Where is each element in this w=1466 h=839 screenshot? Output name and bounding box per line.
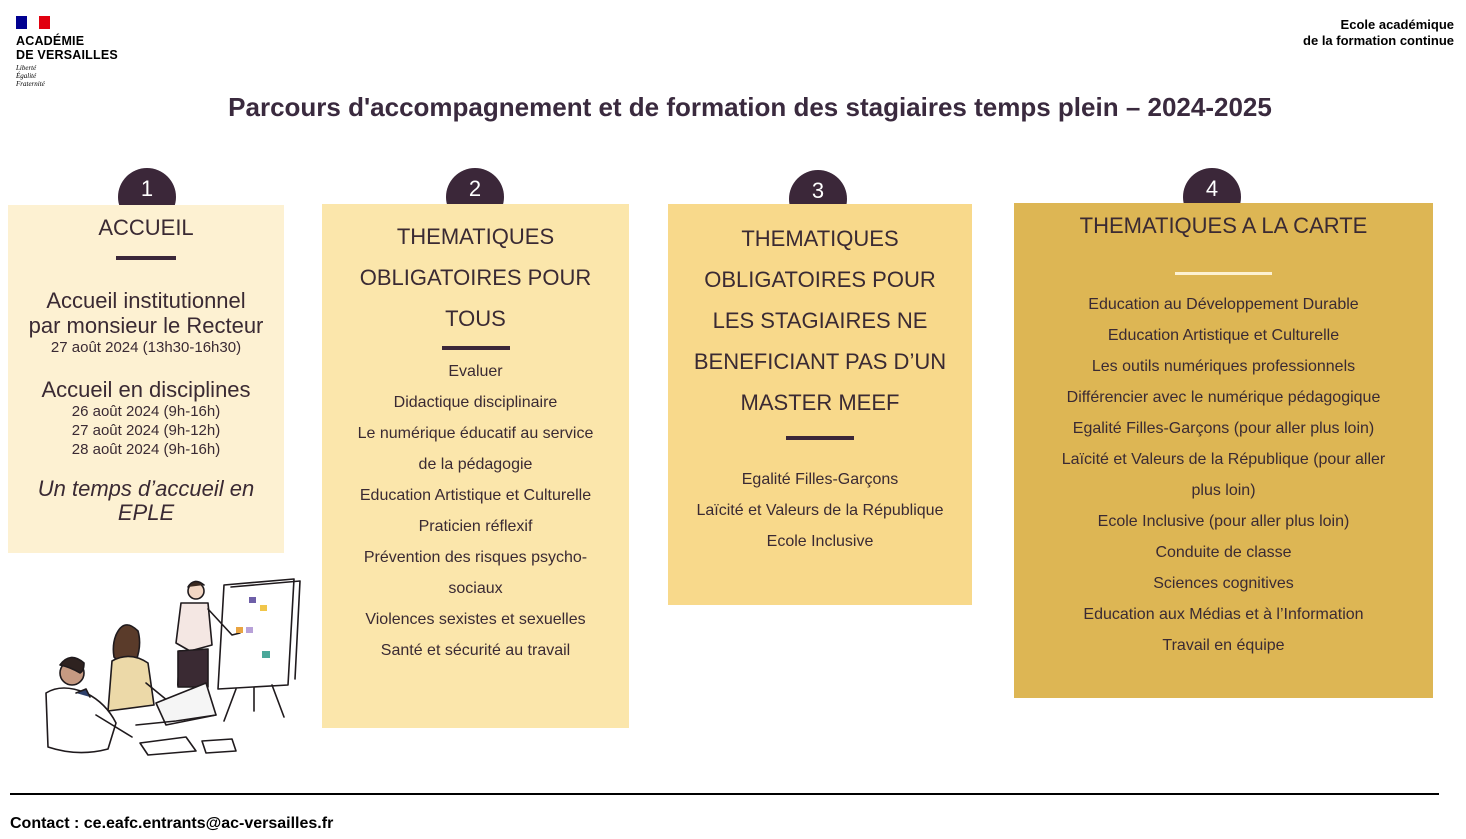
step-3-badge: 3 [789,170,847,228]
card-accueil [8,205,284,553]
contact-line: Contact : ce.eafc.entrants@ac-versailles.fr [10,815,334,832]
motto-3: Fraternité [16,80,45,88]
card-1-section2-dates [8,402,284,459]
list-item: Différencier avec le numérique pédagogique [1066,389,1381,406]
list-item: Violences sexistes et sexuelles [365,611,586,628]
card-3-heading-line4: BENEFICIANT PAS D’UN [693,349,947,374]
card-1-section1-title [8,288,284,338]
french-flag-icon [16,16,50,29]
logo-line-2: DE VERSAILLES [16,48,118,62]
list-item: Education aux Médias et à l’Information [1083,606,1364,623]
card-1-date-2: 27 août 2024 (9h-12h) [71,422,221,439]
footer-divider [10,793,1439,795]
list-item: Egalité Filles-Garçons (pour aller plus loin) [1072,420,1375,437]
page-title: Parcours d'accompagnement et de formation des stagiaires temps plein – 2024-2025 [228,92,1272,122]
sticky-note [236,627,243,633]
list-item: Ecole Inclusive (pour aller plus loin) [1097,513,1350,530]
list-item: Le numérique éducatif au service [357,425,594,442]
organization-name [1303,17,1454,49]
list-item: Education au Développement Durable [1088,296,1359,313]
list-item: Laïcité et Valeurs de la République (pour aller [1061,451,1386,468]
card-1-heading: ACCUEIL [98,215,194,240]
card-4-heading: THEMATIQUES A LA CARTE [1079,213,1368,238]
list-item: Laïcité et Valeurs de la République [696,502,944,519]
logo-motto [16,64,118,88]
card-1-section1-line2: par monsieur le Recteur [28,313,264,338]
logo-name [16,34,118,62]
motto-2: Égalité [16,72,37,80]
logo-line-1: ACADÉMIE [16,34,85,48]
list-item: Santé et sécurité au travail [380,642,571,659]
card-4-divider [1175,272,1272,275]
list-item: sociaux [448,580,503,597]
card-3-heading-line3: LES STAGIAIRES NE [712,308,928,333]
card-1-section2-title: Accueil en disciplines [41,377,251,402]
card-3-heading-line1: THEMATIQUES [741,226,899,251]
card-1-date-3: 28 août 2024 (9h-16h) [71,441,221,458]
card-2-items [322,356,629,666]
card-4-items [1014,289,1433,661]
sticky-note [246,627,253,633]
academy-logo [16,16,118,88]
card-1-date-1: 26 août 2024 (9h-16h) [71,403,221,420]
list-item: Les outils numériques professionnels [1091,358,1356,375]
card-2-heading-line1: THEMATIQUES [396,224,555,249]
list-item: Conduite de classe [1155,544,1292,561]
card-2-heading [322,216,629,339]
org-line-2: de la formation continue [1303,33,1454,48]
list-item: Ecole Inclusive [766,533,874,550]
motto-1: Liberté [16,64,37,72]
list-item: Travail en équipe [1162,637,1285,654]
card-1-note-line2: EPLE [117,500,175,525]
card-1-section1-line1: Accueil institutionnel [46,288,246,313]
list-item: plus loin) [1191,482,1256,499]
list-item: de la pédagogie [418,456,533,473]
card-1-note [8,477,284,525]
card-1-note-line1: Un temps d’accueil en [37,476,255,501]
list-item: Prévention des risques psycho- [363,549,588,566]
list-item: Education Artistique et Culturelle [359,487,592,504]
sticky-note [262,651,270,658]
card-3-items [668,464,972,557]
step-1-badge: 1 [118,168,176,226]
card-thematiques-obligatoires-tous [322,204,629,728]
card-thematiques-a-la-carte [1014,203,1433,698]
list-item: Praticien réflexif [418,518,533,535]
list-item: Egalité Filles-Garçons [741,471,899,488]
card-3-divider [786,436,854,440]
sticky-note [249,597,256,603]
card-2-heading-line3: TOUS [445,306,506,331]
list-item: Evaluer [448,363,503,380]
card-thematiques-sans-meef [668,204,972,605]
card-2-divider [442,346,510,350]
card-1-section1-date: 27 août 2024 (13h30-16h30) [50,339,242,356]
card-3-heading [668,218,972,423]
step-2-badge: 2 [446,168,504,226]
list-item: Sciences cognitives [1153,575,1294,592]
sticky-note [260,605,267,611]
card-3-heading-line2: OBLIGATOIRES POUR [704,267,936,292]
training-meeting-illustration [36,575,302,765]
card-1-divider [116,256,176,260]
card-2-heading-line2: OBLIGATOIRES POUR [359,265,592,290]
list-item: Didactique disciplinaire [393,394,558,411]
org-line-1: Ecole académique [1340,17,1454,32]
list-item: Education Artistique et Culturelle [1107,327,1340,344]
step-4-badge: 4 [1183,168,1241,226]
card-3-heading-line5: MASTER MEEF [740,390,900,415]
